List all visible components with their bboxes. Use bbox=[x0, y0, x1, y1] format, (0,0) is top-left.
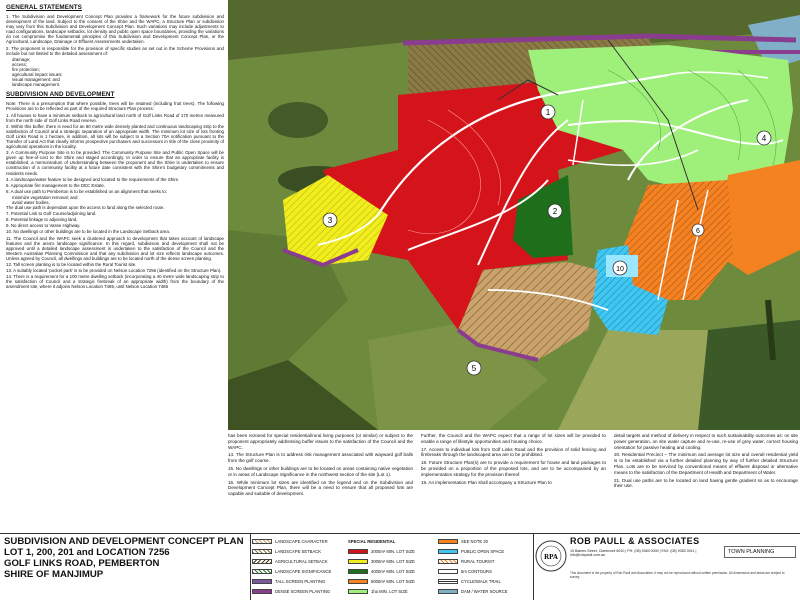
legend-swatch bbox=[438, 539, 458, 544]
legend-label: LANDSCAPE SETBACK bbox=[275, 549, 322, 554]
paragraph: 7. Potential Link to Golf Course/adjoining land. bbox=[6, 211, 97, 217]
list-item: landscape management. bbox=[12, 82, 61, 88]
legend-swatch bbox=[252, 549, 272, 554]
legend-item bbox=[348, 578, 415, 585]
list-item: visual management; and bbox=[12, 77, 60, 83]
legend-item bbox=[438, 558, 494, 565]
title-line: SHIRE OF MANJIMUP bbox=[4, 569, 104, 580]
legend-item bbox=[348, 568, 415, 575]
note-paragraph: 19. An implementation Plan shall accompany a Structure Plan to bbox=[421, 479, 552, 485]
legend-swatch bbox=[348, 569, 368, 574]
firm-details: 15 Bakers Street, Claremont 6010 | PH: (08) 9383 0000 | FAX: (08) 9383 0011 | info@robpaull.com.au bbox=[570, 549, 697, 558]
legend-item bbox=[348, 588, 408, 595]
legend-item bbox=[252, 548, 321, 555]
legend-swatch bbox=[252, 559, 272, 564]
legend-swatch bbox=[348, 579, 368, 584]
legend-label: 4000m² MIN. LOT SIZE bbox=[371, 569, 415, 574]
paragraph: 1. The Subdivision and Development Concept Plan provides a framework for the future subdivision and development of the land. Subject to the consent of the Shire and the WAPC, a Structure Plan or subdivision may vary from this Subdivision and Development Concept Plan. Such variations may include adjustments to road configurations, landscape setbacks, lot density and public open space boundaries, providing the variations do not compromise the fundamental principles of this Subdivision and Development Concept Plan, or the Agricultural, Landscape, Drainage or Effluent Assessments undertaken. bbox=[6, 14, 224, 45]
precinct-label: 4 bbox=[761, 134, 767, 143]
precinct-marker-3 bbox=[323, 213, 337, 227]
paragraph: 14. There is a requirement for a 100 metre dwelling setback (incorporating a 40 metre wide landscaping strip to the satisfaction of Council and a strategic firebreak of an appropriate width) from the boundary of the amendment site, where it adjoins Nelson Location 7485, until Nelson Location 7485 bbox=[6, 274, 224, 290]
legend-swatch bbox=[438, 579, 458, 584]
notes-column-1 bbox=[228, 433, 413, 499]
statement-column bbox=[0, 0, 228, 533]
note-paragraph: Further, the Council and the WAPC expect that a range of lot sizes will be provided to enable a range of lifestyle opportunities and housing choice. bbox=[421, 433, 606, 444]
plan-notes bbox=[228, 430, 800, 533]
legend-label: 5000m² MIN. LOT SIZE bbox=[371, 579, 415, 584]
note-paragraph: has been rezoned for special residential/rural living purposes (or similar) or subject to the proponent appropriately addressing buffer issues to the satisfaction of the Council and the WAPC. bbox=[228, 433, 413, 450]
legend-item bbox=[438, 548, 504, 555]
legend-swatch bbox=[252, 539, 272, 544]
precinct-label: 5 bbox=[471, 364, 477, 373]
aerial-trees bbox=[268, 102, 328, 138]
section-title-general: GENERAL STATEMENTS bbox=[6, 4, 82, 11]
legend-label: LANDSCAPE SIGNIFICANCE bbox=[275, 569, 332, 574]
legend-item bbox=[348, 558, 415, 565]
firm-block bbox=[534, 536, 798, 598]
paragraph: Note: There is a presumption that where possible, trees will be retained (including fruit trees). The following Provisions are to be reflected as part of the required Structure Plan process: bbox=[6, 101, 224, 112]
map-svg bbox=[228, 0, 800, 430]
note-paragraph: 16. While minimum lot sizes are identified on the legend and on the Subdivision and Development Concept Plan, there will be a need to ensure that all proposed lots are capable and suitable of development. bbox=[228, 479, 413, 497]
concept-plan-map[interactable] bbox=[228, 0, 800, 430]
notes-column-3 bbox=[614, 433, 798, 491]
legend-label: RURAL TOURIST bbox=[461, 559, 495, 564]
paragraph: 8. Potential linkage to adjoining land. bbox=[6, 217, 78, 223]
notes-column-2 bbox=[421, 433, 606, 487]
precinct-label: 1 bbox=[545, 108, 551, 117]
paragraph: 9. No direct access to Vasse Highway. bbox=[6, 223, 81, 229]
legend-swatch bbox=[252, 579, 272, 584]
section-title-subdivision: SUBDIVISION AND DEVELOPMENT bbox=[6, 91, 115, 99]
note-paragraph: 17. Access to individual lots from Golf Links Road and the provision of solid fencing and firebreaks through the landscaped area are to be prohibited. bbox=[421, 446, 606, 458]
paragraph: The dual use path is dependant upon the access to land along the selected route. bbox=[6, 205, 165, 211]
legend-label: DENSE SCREEN PLANTING bbox=[275, 589, 331, 594]
legend-label: DAM / WATER SOURCE bbox=[461, 589, 508, 594]
paragraph: 1. All houses to have a minimum setback to agricultural land north of Golf Links Road of 170 metres measured from the north side of Golf Links Road reserve. bbox=[6, 112, 224, 123]
legend-swatch bbox=[252, 569, 272, 574]
paragraph: 12. Tall screen planting is to be located within the Rural Tourist site. bbox=[6, 262, 137, 268]
aerial-forest bbox=[698, 320, 800, 430]
legend-item bbox=[252, 558, 328, 565]
firm-disclaimer: This document is the property of Rob Paull and Associates. It may not be reproduced without written permission. All dimensions and areas are subject to survey. bbox=[570, 571, 785, 579]
precinct-label: 6 bbox=[696, 228, 700, 235]
paragraph: 11. The Council and the WAPC seek a clustered approach to development that takes account of landscape features and the area's landscape significance. In this regard, subdivision and development shall not be approved until a detailed landscape assessment is undertaken to the satisfaction of the Council and the Western Australian Planning Commission and that any subdivision and lot size reflects landscape outcomes. Unless agreed by Council, all dwellings and buildings are to be located north of the dense screen planting. bbox=[6, 235, 224, 261]
paragraph: 2. The proponent is responsible for the provision of specific studies as set out in the Scheme Provisions and include but not limited to the detailed assessment of: bbox=[6, 45, 224, 56]
legend-item bbox=[252, 588, 330, 595]
legend-item bbox=[252, 578, 325, 585]
legend-label: AGRICULTURAL SETBACK bbox=[275, 559, 328, 564]
legend-swatch bbox=[438, 559, 458, 564]
note-paragraph: detail targets and method of delivery in respect to such sustainability outcomes as: on site power generation, on site water capture and re-use, re-use of grey water, correct housing orientation for passive heating and cooling. bbox=[614, 433, 798, 450]
precinct-marker-1 bbox=[541, 105, 555, 119]
legend-label: PUBLIC OPEN SPACE bbox=[461, 549, 505, 554]
paragraph: 10. No dwellings or other buildings are to be located in the Landscape Setback area. bbox=[6, 229, 171, 235]
legend-item bbox=[438, 538, 488, 545]
firm-department: TOWN PLANNING bbox=[724, 546, 796, 558]
legend-item bbox=[438, 578, 501, 585]
note-paragraph: 21. Dual use paths are to be located on land having gentle gradient so as to encourage their use. bbox=[614, 477, 798, 489]
list-item: avoid water bodies. bbox=[12, 200, 50, 205]
title-line: GOLF LINKS ROAD, PEMBERTON bbox=[4, 558, 160, 569]
firm-name: ROB PAULL & ASSOCIATES bbox=[570, 536, 700, 546]
legend-item bbox=[348, 548, 415, 555]
list-item: agricultural impact issues; bbox=[12, 72, 63, 78]
legend-swatch bbox=[348, 589, 368, 594]
precinct-marker-10 bbox=[613, 261, 627, 275]
note-paragraph: 15. No dwellings or other buildings are to be located on areas containing native vegetation or in areas of Landscape Significance in the northwest section of the site (Lot 1). bbox=[228, 465, 413, 477]
legend-label: 1ha MIN. LOT SIZE bbox=[371, 589, 408, 594]
legend-swatch bbox=[252, 589, 272, 594]
legend-item bbox=[438, 588, 508, 595]
title-line: SUBDIVISION AND DEVELOPMENT CONCEPT PLAN bbox=[4, 536, 244, 547]
list-item: minimize vegetation removal; and bbox=[12, 194, 78, 200]
paragraph: 13. A suitably located 'pocket park' is to be provided on Nelson Location 7256 (identified on the Structure Plan). bbox=[6, 268, 222, 274]
note-paragraph: 20. Residential Precinct – The minimum and average lot size and overall residential yield is to be established via a further detailed planning by way of further detailed Structure Plan. Lots are to be serviced by conventional means of effluent disposal or alternative means to the satisfaction of the Department of Health and Department of Water. bbox=[614, 452, 798, 475]
precinct-label: 3 bbox=[327, 216, 333, 225]
legend-label: CYCLE/WALK TRAIL bbox=[461, 579, 501, 584]
legend-label: LANDSCAPE CHARACTER bbox=[275, 539, 328, 544]
list-item: fire protection; bbox=[12, 66, 40, 72]
precinct-marker-2 bbox=[548, 204, 562, 218]
divider bbox=[250, 534, 251, 600]
firm-logo bbox=[534, 539, 568, 573]
legend-item bbox=[252, 538, 328, 545]
paragraph: 5. Appropriate fire management to the DEC Estate. bbox=[6, 182, 106, 188]
legend-label: SEE NOTE 20 bbox=[461, 539, 488, 544]
legend-swatch bbox=[348, 549, 368, 554]
legend-label: TALL SCREEN PLANTING bbox=[275, 579, 326, 584]
note-paragraph: 14. The Structure Plan is to address risk management associated with wayward golf balls from the golf course. bbox=[228, 452, 413, 464]
legend-swatch bbox=[438, 569, 458, 574]
legend-swatch bbox=[438, 549, 458, 554]
paragraph: 4. A landscape/water feature to be designed and located to the requirements of the Shire. bbox=[6, 176, 180, 182]
precinct-marker-6 bbox=[692, 224, 704, 236]
legend-swatch bbox=[438, 589, 458, 594]
precinct-marker-4 bbox=[757, 131, 771, 145]
title-line: LOT 1, 200, 201 and LOCATION 7256 bbox=[4, 547, 170, 558]
legend-item bbox=[252, 568, 331, 575]
paragraph: 6. A dual use path to Pemberton is to be established on an alignment that seeks to: bbox=[6, 188, 168, 194]
legend-label: 2000m² MIN. LOT SIZE bbox=[371, 549, 415, 554]
legend bbox=[252, 536, 532, 598]
project-title bbox=[4, 536, 250, 580]
legend-label: 5m CONTOURS bbox=[461, 569, 492, 574]
paragraph: 2. Within this buffer, there is need for an 80 metre wide densely planted and continuous landscaping strip to the satisfaction of Council and a strategic separation of an appropriate width. The minimum lot size of lots fronting Golf Links Road is 1 hectare, in addition, all lots will be subject to a Section 70A notification pursuant to the Transfer of Land Act that clearly informs prospective purchasers and successors in title of the close proximity of agricultural operations in the locality. bbox=[6, 123, 224, 150]
logo-text: RPA bbox=[544, 553, 558, 561]
legend-header: SPECIAL RESIDENTIAL bbox=[348, 539, 396, 544]
precinct-marker-5 bbox=[467, 361, 481, 375]
title-block bbox=[0, 533, 800, 600]
list-item: drainage; bbox=[12, 56, 31, 62]
note-paragraph: 18. Future Structure Plan(s) are to provide a requirement for house and land packages to be provided on a proportion of the proposed lots, and are to be accompanied by an implementation strategy for the provision thereof. bbox=[421, 460, 606, 477]
legend-label: 3000m² MIN. LOT SIZE bbox=[371, 559, 415, 564]
paragraph: 3. A Community Purpose Site is to be provided. The Community Purpose Site and Public Open Space will be given up free-of-cost to the Shire and staged accordingly. In order to ensure that an appropriate facility is established, a memorandum of Understanding between the proponent and the Shire is undertaken to ensure construction of a community facility at a future date consistent with the Shire's budgetary commitments and residents needs. bbox=[6, 150, 224, 176]
list-item: access; bbox=[12, 61, 27, 67]
precinct-label: 2 bbox=[552, 207, 558, 216]
legend-item bbox=[438, 568, 492, 575]
precinct-label: 10 bbox=[616, 266, 624, 273]
legend-swatch bbox=[348, 559, 368, 564]
